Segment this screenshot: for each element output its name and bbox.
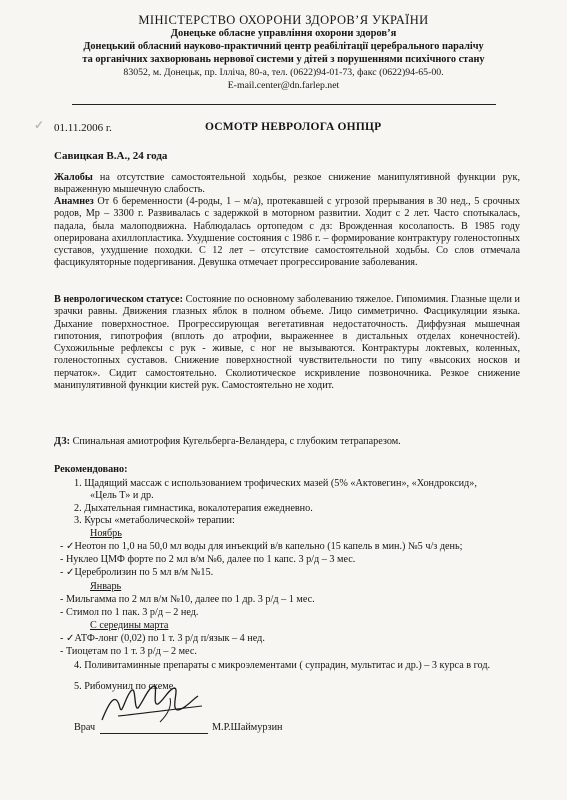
diagnosis-text: Спинальная амиотрофия Кугельберга-Веландера, с глубоким тетрапарезом. [70,436,401,447]
signature-image [98,670,208,730]
anamnesis-label: Анамнез [54,196,94,207]
center-address: 83052, м. Донецьк, пр. Ілліча, 80-а, тел. (0622)94-01-73, факс (0622)94-65-00. [123,67,444,78]
march-item-2: - Тиоцетам по 1 т. 3 р/д – 2 мес. [60,646,197,657]
letterhead-rule [72,104,496,105]
anamnesis-text: От 6 беременности (4-роды, 1 – м/а), протекавшей с угрозой прерывания в 30 нед., 5 срочных родов, Мр – 3300 г. Развивалась с задержкой в моторном развитии. Ходит с 2 лет. Часто спотыкалась, падала, была малоподвижна. Наблюдалась ортопедом с дз: Врожденная косолапость. В 1985 году оперирована ахиллопластика. Ухудшение состояния с 1986 г. – формирование контрактуру голеностопных суставов, ухудшение походки. С 12 лет – отсутствие самостоятельной ходьбы. Со слов отмечала фасцикуляторные подергивания. Девушка отмечает прогрессирование заболевания. [54,196,520,269]
recommendation-1b: «Цель Т» и др. [90,490,154,501]
doctor-name: М.Р.Шаймурзин [212,722,283,733]
anamnesis-section [54,196,520,270]
center-name-line1: Донецький обласний науково-практичний центр реабілітації церебрального паралічу [83,41,484,52]
document-title: ОСМОТР НЕВРОЛОГА ОНПЦР [205,121,382,133]
complaints-text: на отсутствие самостоятельной ходьбы, резкое снижение манипулятивной функции рук, выраженную мышечную слабость. [54,172,520,196]
january-label: Январь [90,581,122,592]
letterhead [40,14,527,92]
recommended-label: Рекомендовано: [54,464,128,475]
neuro-status-text: Состояние по основному заболеванию тяжелое. Гипомимия. Глазные щели и зрачки равны. Движения глазных яблок в полном объеме. Лицо симметрично. Фасцикуляции языка. Дыхание поверхностное. Прогрессирующая вегетативная недостаточность. Диффузная мышечная гипотония, гипотрофия (вплоть до атрофии, выраженнее в дистальных отделах конечностей). Сухожильные рефлексы с рук - живые, с ног не вызываются. Контрактуры локтевых, коленных, голеностопных суставов. Снижение поверхностной чувствительности по типу «высоких носков и перчаток». Сидит самостоятельно. Сколиотическое искривление позвоночника. Резкое снижение манипулятивной функции кистей рук. Самостоятельно не ходит. [54,294,520,392]
doctor-label: Врач [74,722,96,733]
complaints-section [54,172,520,197]
neuro-status-label: В неврологическом статусе: [54,294,183,305]
center-email: E-mail.center@dn.farlep.net [227,80,340,91]
recommendation-2: 2. Дыхательная гимнастика, вокалотерапия ежедневно. [74,503,313,514]
recommendation-4: 4. Поливитаминные препараты с микроэлементами ( супрадин, мультитас и др.) – 3 курса в год. [74,660,491,671]
signature-line [100,733,208,734]
complaints-label: Жалобы [54,172,93,183]
margin-mark: ✓ [34,118,45,132]
march-label: С середины марта [90,620,169,631]
recommendation-1a: 1. Щадящий массаж с использованием трофических мазей (5% «Актовегин», «Хондроксид», [74,478,477,489]
patient-name: Савицкая В.А., 24 года [54,150,168,162]
march-item-1: - ✓АТФ-лонг (0,02) по 1 т. 3 р/д п/язык – 4 нед. [60,633,265,644]
center-name-line2: та органічних захворювань нервової системи у дітей з порушеннями психічного стану [82,54,485,65]
neuro-status-section [54,294,520,392]
diagnosis-label: ДЗ: [54,436,71,447]
november-item-1: - ✓Неотон по 1,0 на 50,0 мл воды для инъекций в/в капельно (15 капель в мин.) №5 ч/з день; [60,541,463,552]
november-item-3: - ✓Церебролизин по 5 мл в/м №15. [60,567,214,578]
january-item-2: - Стимол по 1 пак. 3 р/д – 2 нед. [60,607,199,618]
november-label: Ноябрь [90,528,122,539]
diagnosis-section [54,436,520,448]
january-item-1: - Мильгамма по 2 мл в/м №10, далее по 1 др. 3 р/д – 1 мес. [60,594,315,605]
ministry-title: МІНІСТЕРСТВО ОХОРОНИ ЗДОРОВ’Я УКРАЇНИ [138,13,429,27]
recommendation-3: 3. Курсы «метаболической» терапии: [74,515,235,526]
recommendation-5: 5. Рибомунил по схеме. [74,681,176,692]
november-item-2: - Нуклео ЦМФ форте по 2 мл в/м №6, далее по 1 капс. 3 р/д – 3 мес. [60,554,356,565]
department-name: Донецьке обласне управління охорони здоров’я [170,28,397,39]
exam-date: 01.11.2006 г. [54,122,112,134]
